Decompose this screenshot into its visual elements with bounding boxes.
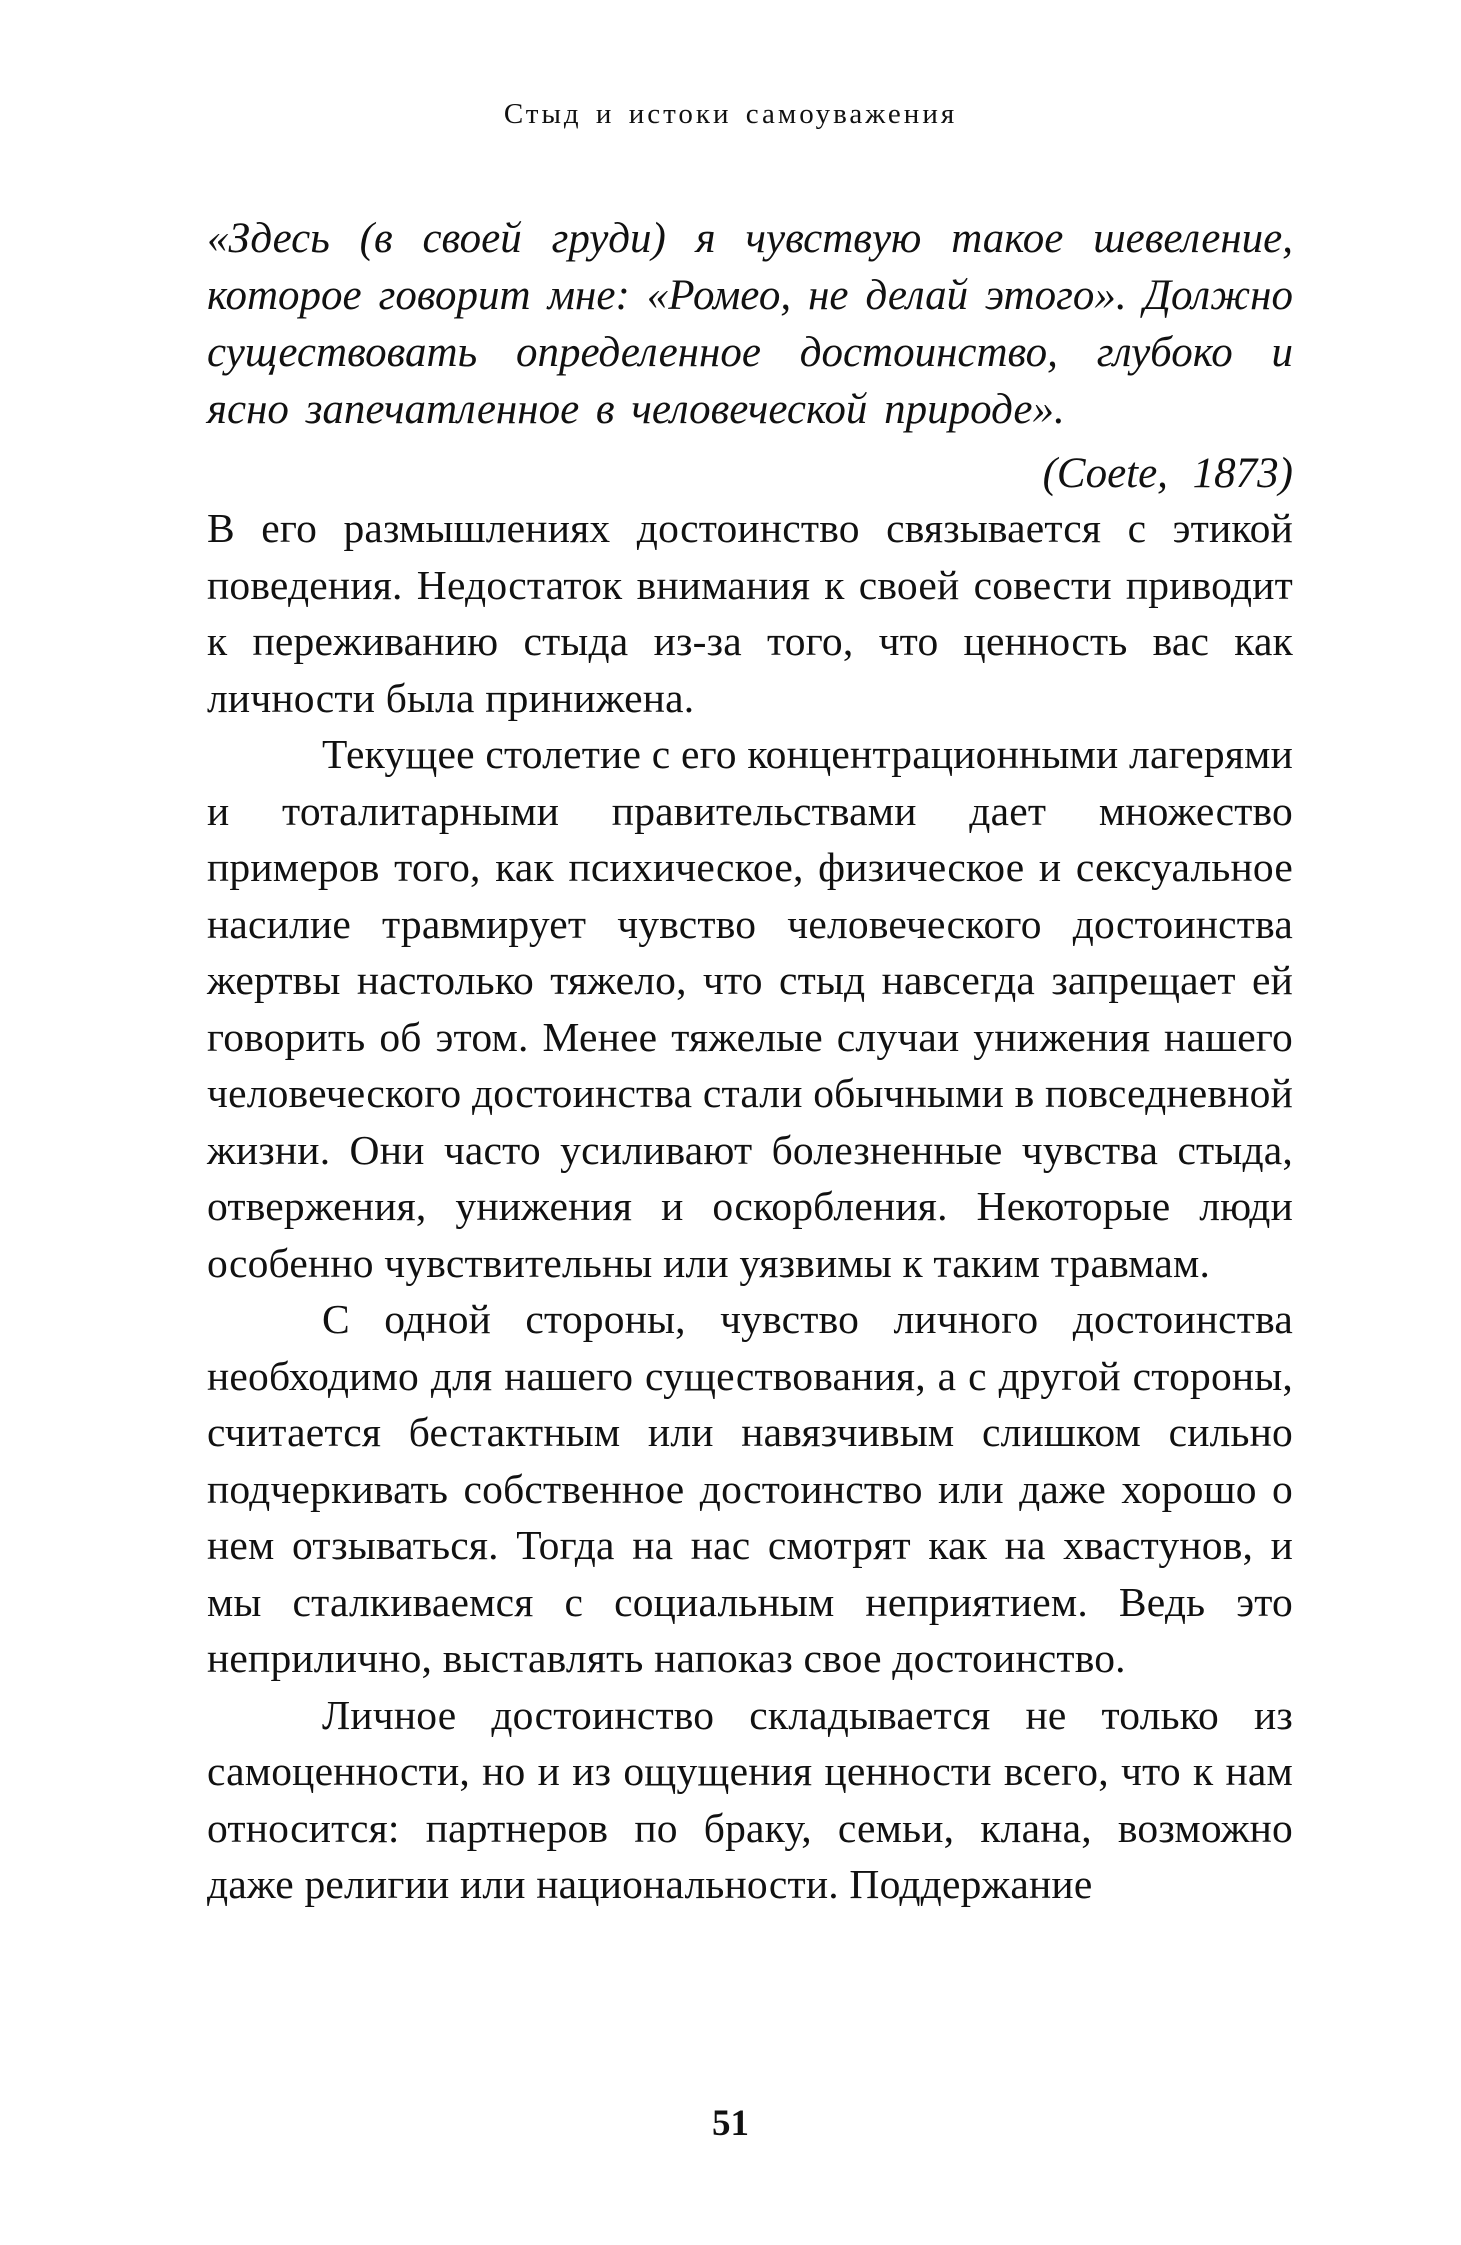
paragraph-4: Личное достоинство складывается не только из самоценности, но и из ощущения ценности всего, что к нам относится: партнеров по браку, семьи, клана, возможно даже религии или национальности. Поддержание <box>207 1691 1293 1907</box>
epigraph-source: (Coete, 1873) <box>1042 450 1293 497</box>
paragraph-2: Текущее столетие с его концентрационными лагерями и тоталитарными правительствами дает множество примеров того, как психическое, физическое и сексуальное насилие травмирует чувство человеческого достоинства жертвы настолько тяжело, что стыд навсегда запрещает ей говорить об этом. Менее тяжелые случаи унижения нашего человеческого достоинства стали обычными в повседневной жизни. Они часто усиливают болезненные чувства стыда, отвержения, унижения и оскорбления. Некоторые люди особенно чувствительны или уязвимы к таким травмам. <box>207 731 1293 1286</box>
page-number: 51 <box>712 2103 749 2144</box>
body-text <box>207 500 1293 1913</box>
paragraph-1: В его размышлениях достоинство связывается с этикой поведения. Недостаток внимания к своей совести приводит к переживанию стыда из-за того, что ценность вас как личности была принижена. <box>207 505 1293 721</box>
paragraph-3: С одной стороны, чувство личного достоинства необходимо для нашего существования, а с другой стороны, считается бестактным или навязчивым слишком сильно подчеркивать собственное достоинство или даже хорошо о нем отзываться. Тогда на нас смотрят как на хвастунов, и мы сталкиваемся с социальным неприятием. Ведь это неприлично, выставлять напоказ свое достоинство. <box>207 1296 1293 1681</box>
epigraph-quote: «Здесь (в своей груди) я чувствую такое шевеление, которое говорит мне: «Ромео, не делай этого». Должно существовать определенное достоинство, глубоко и ясно запечатленное в человеческой природе». <box>207 215 1293 433</box>
running-head: Стыд и истоки самоуважения <box>503 98 958 130</box>
